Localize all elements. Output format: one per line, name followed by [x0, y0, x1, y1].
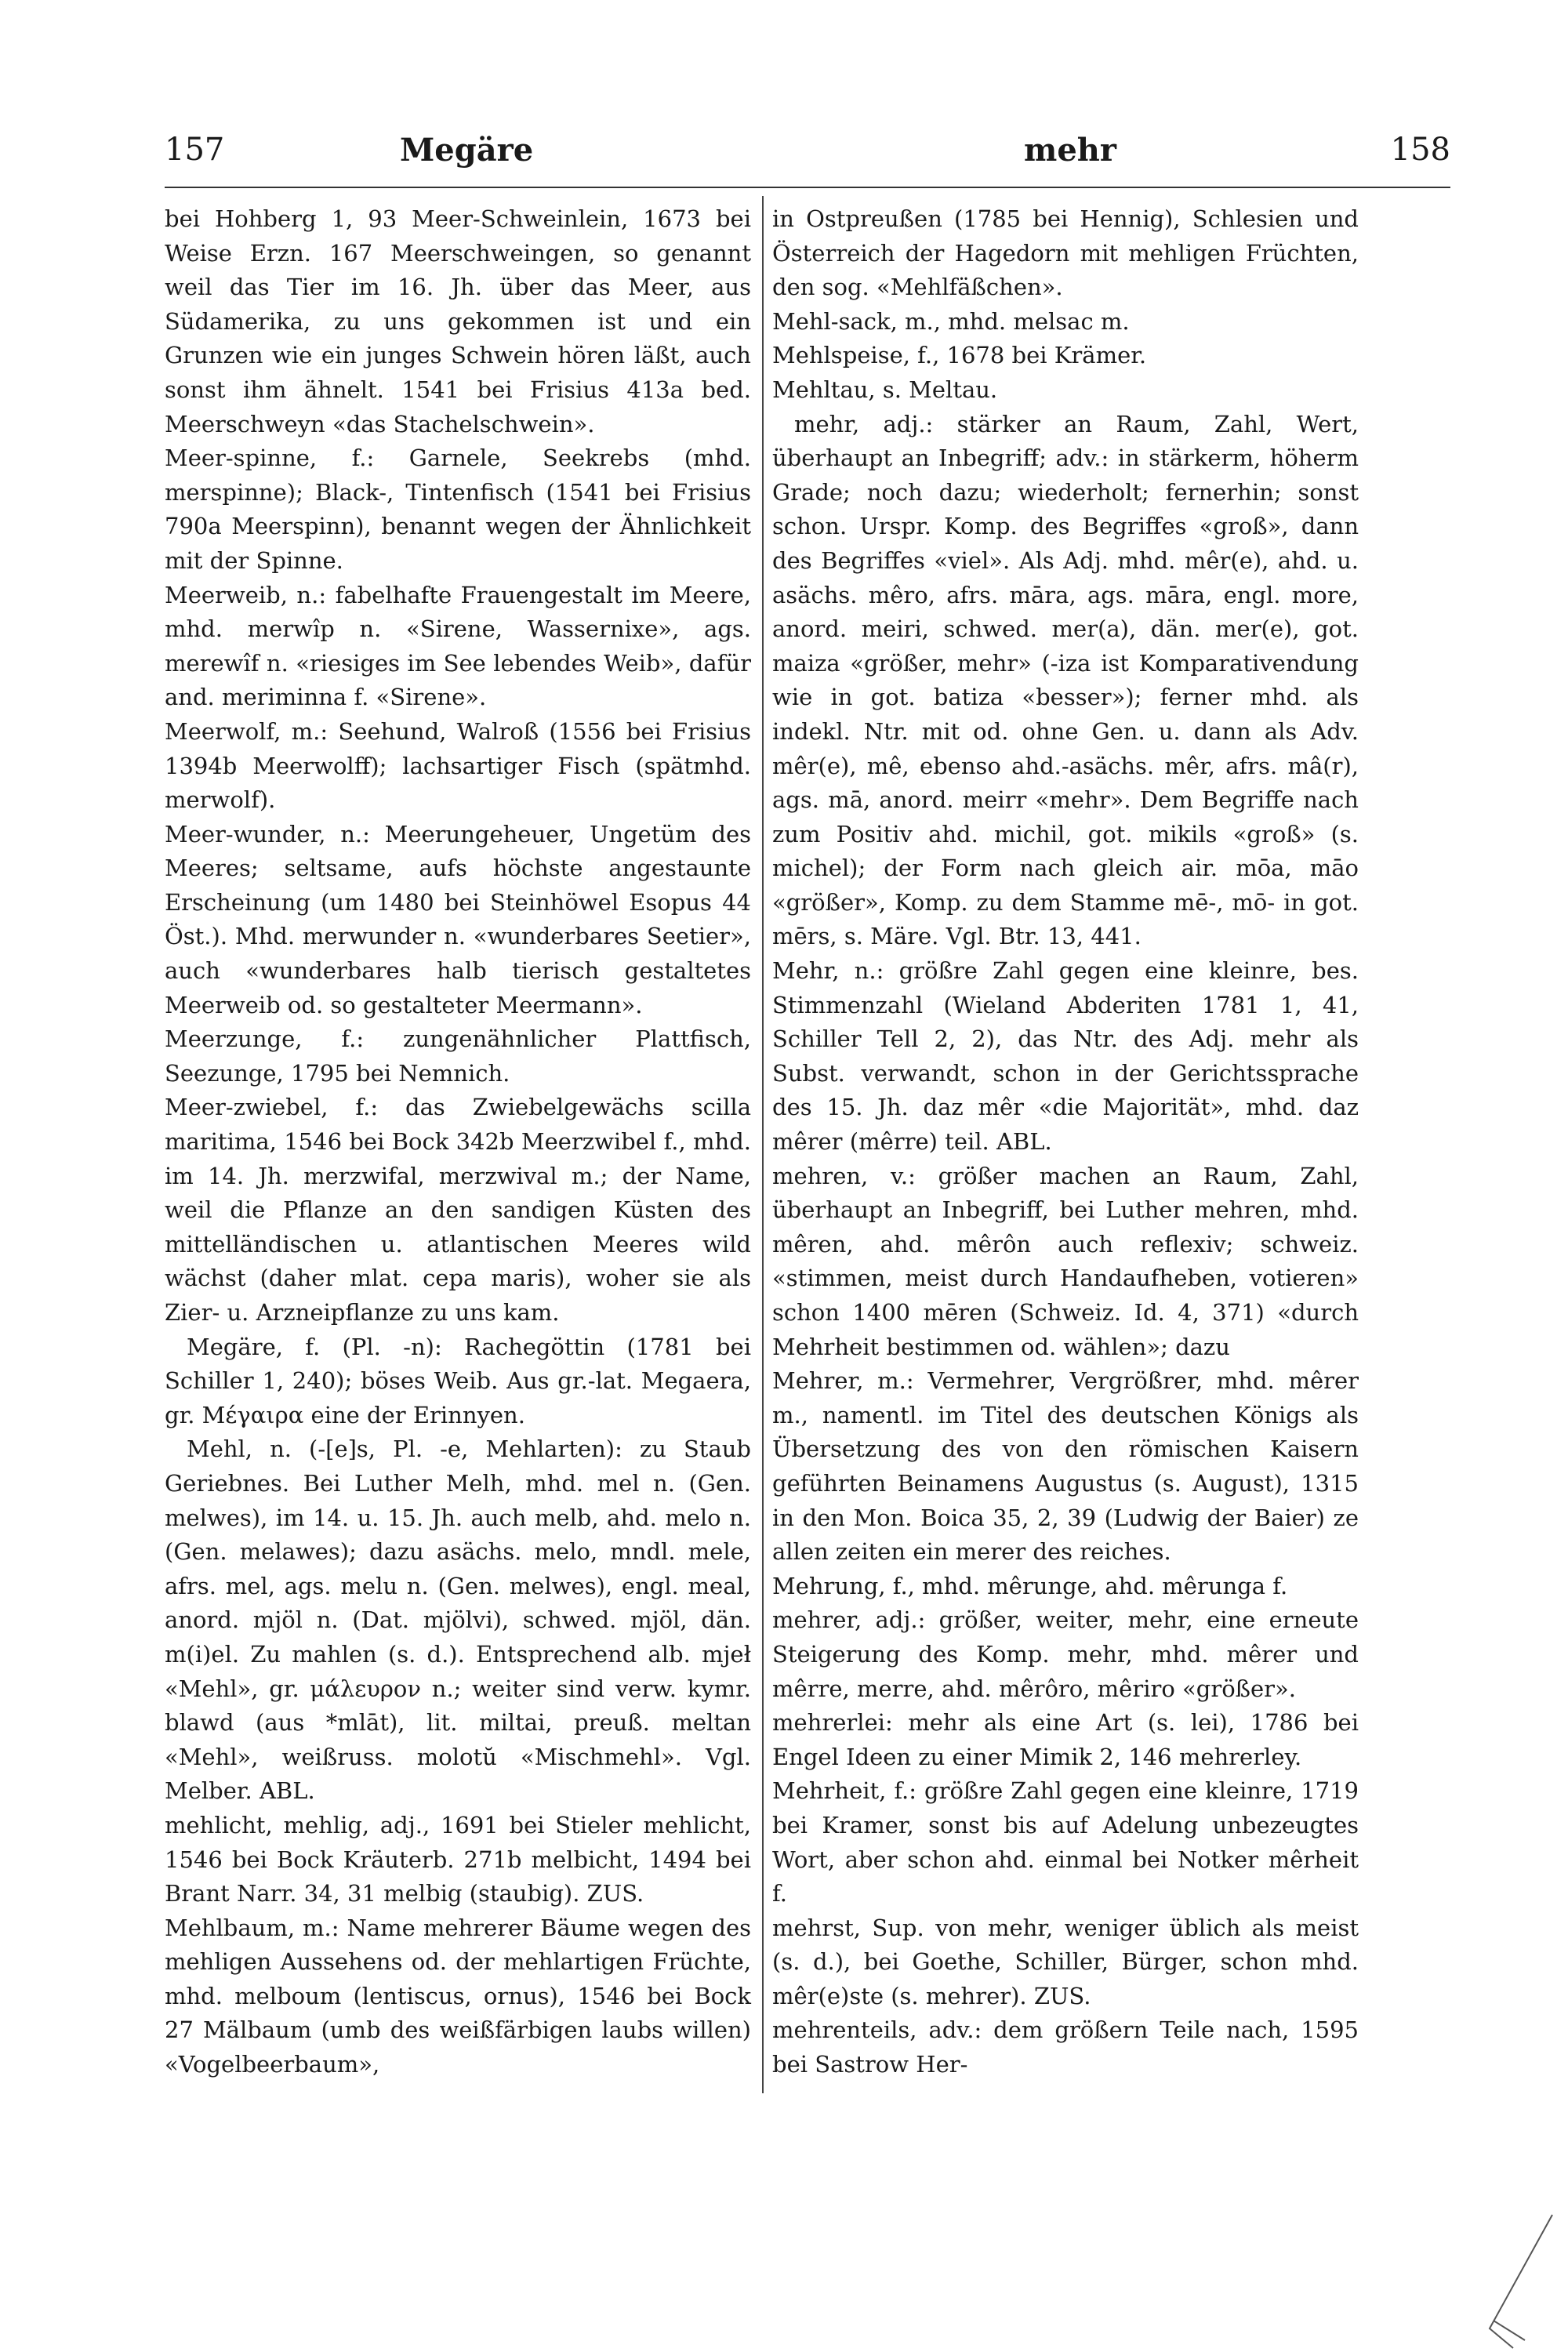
entry-mehrer-noun: Mehrer, m.: Vermehrer, Vergrößrer, mhd. mêrer m., namentl. im Titel des deutschen Königs als Übersetzung des von den römischen Kaisern geführten Beinamens Augustus (s. August), 1315 in den Mon. Boica 35, 2, 39 (Ludwig der Baier) ze allen zeiten ein merer des reiches.: [772, 1367, 1359, 1566]
entry-meerwolf: Meerwolf, m.: Seehund, Walroß (1556 bei Frisius 1394b Meerwolff); lachsartiger Fisch (spätmhd. merwolf).: [165, 717, 751, 814]
entry-mehren: mehren, v.: größer machen an Raum, Zahl, überhaupt an Inbegriff, bei Luther mehren, mhd. mêren, ahd. mêrôn auch reflexiv; schweiz. «stimmen, meist durch Handaufheben, votieren» schon 1400 mēren (Schweiz. Id. 4, 371) «durch Mehrheit bestimmen od. wählen»; dazu: [772, 1162, 1359, 1360]
entry-meerschwein-continued: bei Hohberg 1, 93 Meer-Schweinlein, 1673 bei Weise Erzn. 167 Meerschweingen, so genannt weil das Tier im 16. Jh. über das Meer, aus Südamerika, zu uns gekommen ist und ein Grunzen wie ein junges Schwein hören läßt, auch sonst ihm ähnelt. 1541 bei Frisius 413a bed. Meerschweyn «das Stachelschwein».: [165, 205, 751, 437]
entry-mehr-adj: mehr, adj.: stärker an Raum, Zahl, Wert, überhaupt an Inbegriff; adv.: in stärkerm, höherm Grade; noch dazu; wiederholt; fernerhin; sonst schon. Urspr. Komp. des Begriffes «groß», dann des Begriffes «viel». Als Adj. mhd. mêr(e), ahd. u. asächs. mêro, afrs. māra, ags. māra, engl. more, anord. meiri, schwed. mer(a), dän. mer(e), got. maiza «größer, mehr» (-iza ist Komparativendung wie in got. batiza «besser»); ferner mhd. als indekl. Ntr. mit od. ohne Gen. u. dann als Adv. mêr(e), mê, ebenso ahd.-asächs. mêr, afrs. mâ(r), ags. mā, anord. meirr «mehr». Dem Begriffe nach zum Positiv ahd. michil, got. mikils «groß» (s. michel); der Form nach gleich air. mōa, māo «größer», Komp. zu dem Stamme mē-, mō- in got. mērs, s. Märe. Vgl. Btr. 13, 441.: [772, 410, 1359, 950]
entry-mehltau: Mehltau, s. Meltau.: [772, 376, 998, 403]
entry-mehr-noun: Mehr, n.: größre Zahl gegen eine kleinre, bes. Stimmenzahl (Wieland Abderiten 1781 1, 41, Schiller Tell 2, 2), das Ntr. des Adj. mehr als Subst. verwandt, schon in der Gerichtssprache des 15. Jh. daz mêr «die Majorität», mhd. daz mêrer (mêrre) teil. ABL.: [772, 957, 1359, 1156]
entry-mehrheit: Mehrheit, f.: größre Zahl gegen eine kleinre, 1719 bei Kramer, sonst bis auf Adelung unbezeugtes Wort, aber schon ahd. einmal bei Notker mêrheit f.: [772, 1777, 1359, 1907]
right-page-number: 158: [1390, 132, 1450, 168]
right-running-keyword: mehr: [1024, 132, 1116, 169]
entry-mehrenteils: mehrenteils, adv.: dem größern Teile nach, 1595 bei Sastrow Her-: [772, 2016, 1359, 2078]
entry-meerzunge: Meerzunge, f.: zungenähnlicher Plattfisch, Seezunge, 1795 bei Nemnich.: [165, 1025, 751, 1087]
entry-megaere: Megäre, f. (Pl. -n): Rachegöttin (1781 bei Schiller 1, 240); böses Weib. Aus gr.-lat. Megaera, gr. Μέγαιρα eine der Erinnyen.: [165, 1333, 751, 1428]
header-rule: [165, 187, 1450, 188]
entry-mehlsack: Mehl-sack, m., mhd. melsac m.: [772, 307, 1130, 335]
entry-mehlbaum: Mehlbaum, m.: Name mehrerer Bäume wegen des mehligen Aussehens od. der mehlartigen Früchte, mhd. melboum (lentiscus, ornus), 1546 bei Bock 27 Mälbaum (umb des weißfärbigen laubs willen) «Vogelbeerbaum»,: [165, 1914, 751, 2078]
entry-mehrer-adj: mehrer, adj.: größer, weiter, mehr, eine erneute Steigerung des Komp. mehr, mhd. mêrer und mêrre, merre, ahd. mêrôro, mêriro «größer».: [772, 1606, 1359, 1702]
entry-mehlspeise: Mehlspeise, f., 1678 bei Krämer.: [772, 342, 1147, 369]
left-page-number: 157: [165, 132, 225, 168]
right-column: [772, 202, 1359, 2082]
entry-mehrung: Mehrung, f., mhd. mêrunge, ahd. mêrunga f.: [772, 1572, 1288, 1599]
entry-meerweib: Meerweib, n.: fabelhafte Frauengestalt im Meere, mhd. merwîp n. «Sirene, Wassernixe», ags. merewîf n. «riesiges im See lebendes Weib», dafür and. meriminna f. «Sirene».: [165, 581, 751, 711]
entry-mehrerlei: mehrerlei: mehr als eine Art (s. lei), 1786 bei Engel Ideen zu einer Mimik 2, 146 mehrerley.: [772, 1709, 1359, 1770]
left-running-keyword: Megäre: [400, 132, 534, 169]
entry-mehlicht: mehlicht, mehlig, adj., 1691 bei Stieler mehlicht, 1546 bei Bock Kräuterb. 271b melbicht, 1494 bei Brant Narr. 34, 31 melbig (staubig). ZUS.: [165, 1811, 751, 1907]
running-header: [165, 132, 1450, 179]
column-divider: [762, 196, 764, 2093]
entry-meerspinne: Meer-spinne, f.: Garnele, Seekrebs (mhd. merspinne); Black-, Tintenfisch (1541 bei Frisius 790a Meerspinn), benannt wegen der Ähnlichkeit mit der Spinne.: [165, 445, 751, 574]
entry-meerzwiebel: Meer-zwiebel, f.: das Zwiebelgewächs scilla maritima, 1546 bei Bock 342b Meerzwibel f., mhd. im 14. Jh. merzwifal, merzwival m.; der Name, weil die Pflanze an den sandigen Küsten des mittelländischen u. atlantischen Meeres wild wächst (daher mlat. cepa maris), woher sie als Zier- u. Arzneipflanze zu uns kam.: [165, 1094, 751, 1326]
pencil-mark-icon: [1466, 2211, 1560, 2352]
entry-mehl: Mehl, n. (-[e]s, Pl. -e, Mehlarten): zu Staub Geriebnes. Bei Luther Melh, mhd. mel n. (Gen. melwes), im 14. u. 15. Jh. auch melb, ahd. melo n. (Gen. melawes); dazu asächs. melo, mndl. mele, afrs. mel, ags. melu n. (Gen. melwes), engl. meal, anord. mjöl n. (Dat. mjölvi), schwed. mjöl, dän. m(i)el. Zu mahlen (s. d.). Entsprechend alb. mjeł «Mehl», gr. μάλευρον n.; weiter sind verw. kymr. blawd (aus *mlāt), lit. miltai, preuß. meltan «Mehl», weißruss. molotŭ «Mischmehl». Vgl. Melber. ABL.: [165, 1436, 751, 1805]
entry-mehlbaum-continued: in Ostpreußen (1785 bei Hennig), Schlesien und Österreich der Hagedorn mit mehligen Früchten, den sog. «Mehlfäßchen».: [772, 205, 1359, 301]
entry-mehrst: mehrst, Sup. von mehr, weniger üblich als meist (s. d.), bei Goethe, Schiller, Bürger, schon mhd. mêr(e)ste (s. mehrer). ZUS.: [772, 1914, 1359, 2009]
left-column: [165, 202, 751, 2082]
entry-meerwunder: Meer-wunder, n.: Meerungeheuer, Ungetüm des Meeres; seltsame, aufs höchste angestaunte Erscheinung (um 1480 bei Steinhöwel Esopus 44 Öst.). Mhd. merwunder n. «wunderbares Seetier», auch «wunderbares halb tierisch gestaltetes Meerweib od. so gestalteter Meermann».: [165, 820, 751, 1018]
